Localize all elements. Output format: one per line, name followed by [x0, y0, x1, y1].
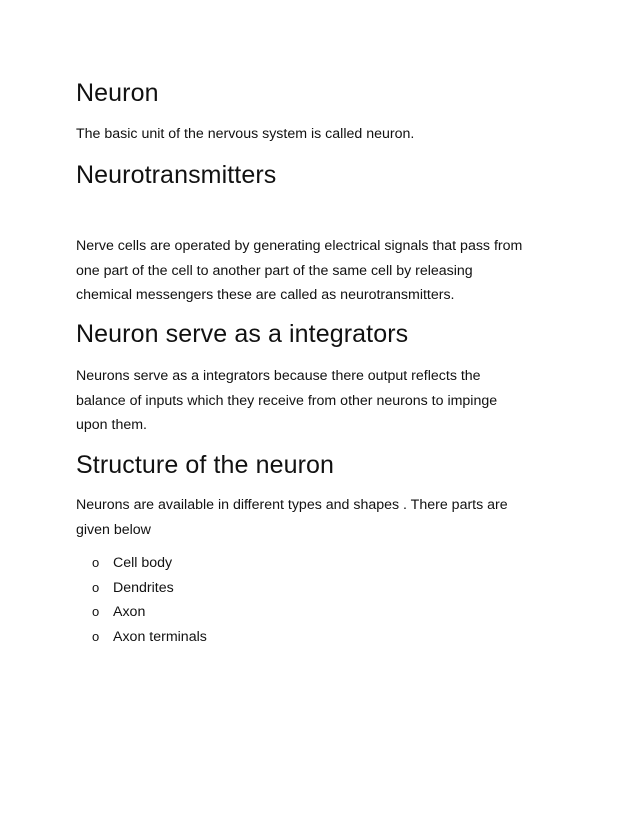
paragraph-line: given below: [76, 521, 151, 538]
heading-neuron: Neuron: [76, 79, 159, 107]
heading-structure: Structure of the neuron: [76, 451, 335, 479]
bullet-marker: o: [92, 555, 100, 570]
paragraph-integrators: [76, 364, 497, 438]
paragraph-line: Nerve cells are operated by generating electrical signals that pass from: [76, 238, 523, 254]
paragraph-line: The basic unit of the nervous system is called neuron.: [76, 126, 415, 142]
list-item: [92, 551, 207, 576]
list-item: [92, 600, 207, 625]
paragraph-structure: [76, 493, 508, 542]
list-item-label: Cell body: [113, 555, 173, 571]
list-item-label: Dendrites: [113, 579, 174, 596]
list-item: [92, 576, 207, 601]
list-item: [92, 625, 207, 650]
paragraph-line: Neurons serve as a integrators because there output reflects the: [76, 368, 481, 384]
neuron-parts-list: [92, 551, 207, 650]
bullet-marker: o: [92, 604, 100, 620]
heading-neurotransmitters: Neurotransmitters: [76, 161, 277, 189]
paragraph-line: one part of the cell to another part of the same cell by releasing: [76, 262, 473, 279]
paragraph-neurotransmitters: [76, 234, 522, 308]
bullet-marker: o: [92, 629, 100, 645]
paragraph-line: Neurons are available in different types and shapes . There parts are: [76, 497, 508, 513]
paragraph-line: balance of inputs which they receive from other neurons to impinge: [76, 392, 498, 409]
bullet-marker: o: [92, 579, 100, 595]
paragraph-neuron: [76, 122, 414, 147]
heading-integrators: Neuron serve as a integrators: [76, 320, 409, 348]
paragraph-line: chemical messengers these are called as neurotransmitters.: [76, 287, 455, 303]
paragraph-line: upon them.: [76, 417, 147, 433]
list-item-label: Axon terminals: [113, 629, 207, 646]
list-item-label: Axon: [113, 604, 146, 621]
